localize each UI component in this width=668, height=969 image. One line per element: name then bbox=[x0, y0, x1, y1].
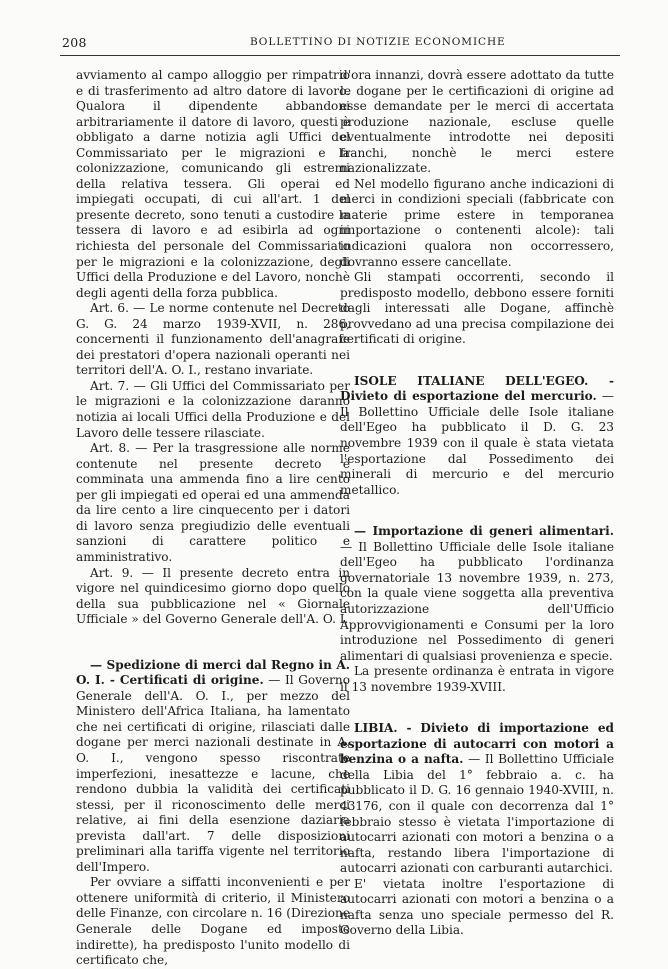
article-9: Art. 9. — Il presente decreto entra in vigore nel quindicesimo giorno dopo quello della sua pubblicazione nel « Giornale Ufficiale » del Governo Generale dell'A. O. I. bbox=[76, 565, 350, 627]
section-spedizione-merci bbox=[76, 658, 350, 876]
page-header bbox=[60, 35, 620, 56]
paragraph-continued-right: d'ora innanzi, dovrà essere adottato da tutte le dogane per le certificazioni di origine ad esse demandate per le merci di accertata produzione nazionale, escluse quelle eventualmente introdotte nei depositi franchi, nonchè le merci estere nazionalizzate. bbox=[340, 68, 614, 176]
section-body-libia: — Il Bollettino Ufficiale della Libia del 1° febbraio a. c. ha pubblicato il D. G. 16 gennaio 1940-XVIII, n. 43176, con il quale con decorrenza dal 1° febbraio stesso è vietata l'importazione di autocarri azionati con motori a benzina o a nafta, restando libera l'importazione di autocarri azionati con carburanti autarchici. bbox=[340, 752, 614, 876]
section-egeo-mercurio bbox=[340, 374, 614, 498]
section-body-egeo: — Il Bollettino Ufficiale delle Isole italiane dell'Egeo ha pubblicato il D. G. 23 novembre 1939 con il quale è stata vietata l'esportazione dal Possedimento dei minerali di mercurio e del mercurio metallico. bbox=[340, 389, 614, 497]
paragraph-modello: Nel modello figurano anche indicazioni di merci in condizioni speciali (fabbricate con materie prime estere in temporanea importazione o contenenti alcole): tali indicazioni qualora non occorressero, dovranno essere cancellate. bbox=[340, 176, 614, 269]
section-heading-egeo: ISOLE ITALIANE DELL'EGEO. - Divieto di esportazione del mercurio. bbox=[340, 373, 614, 404]
article-6: Art. 6. — Le norme contenute nel Decreto G. G. 24 marzo 1939-XVII, n. 286, concernenti il funzionamento dell'anagrafe dei prestatori d'opera nazionali operanti nei territori dell'A. O. I., restano invariate. bbox=[76, 301, 350, 378]
paragraph-continued: avviamento al campo alloggio per rimpatrio e di trasferimento ad altro datore di lavoro. Qualora il dipendente abbandoni arbitrariamente il datore di lavoro, questi è obbligato a darne notizia agli Uffici del Commissariato per le migrazioni e la colonizzazione, comunicando gli estremi della relativa tessera. Gli operai ed impiegati occupati, di cui all'art. 1 del presente decreto, sono tenuti a custodire la tessera di lavoro e ad esibirla ad ogni richiesta del personale del Commissariato per le migrazioni e la colonizzazione, degli Uffici della Produzione e del Lavoro, nonchè degli agenti della forza pubblica. bbox=[76, 68, 350, 300]
page-number: 208 bbox=[62, 35, 87, 50]
section-heading-spedizione: — Spedizione di merci dal Regno in A. O. I. - Certificati di origine. bbox=[76, 657, 350, 688]
section-generi-alimentari bbox=[340, 524, 614, 664]
section-heading-libia: LIBIA. - Divieto di importazione ed esportazione di autocarri con motori a benzina o a nafta. bbox=[340, 721, 614, 767]
section-body-alimentari: — Il Bollettino Ufficiale delle Isole italiane dell'Egeo ha pubblicato l'ordinanza governatoriale 13 novembre 1939, n. 273, con la quale viene soggetta alla preventiva autorizzazione dell'Ufficio Approvvigionamenti e Consumi per la loro introduzione nel Possedimento di generi alimentari di qualsiasi provenienza e specie. bbox=[340, 539, 614, 663]
paragraph-ordinanza: La presente ordinanza è entrata in vigore il 13 novembre 1939-XVIII. bbox=[340, 664, 614, 694]
running-title: BOLLETTINO DI NOTIZIE ECONOMICHE bbox=[250, 36, 506, 48]
paragraph-ovviare: Per ovviare a siffatti inconvenienti e per ottenere uniformità di criterio, il Ministero delle Finanze, con circolare n. 16 (Direzione Generale delle Dogane ed imposte indirette), ha predisposto l'unito modello di certificato che, bbox=[76, 875, 350, 968]
section-body-spedizione: — Il Governo Generale dell'A. O. I., per mezzo del Ministero dell'Africa Italiana, ha lamentato che nei certificati di origine, rilasciati dalle dogane per merci nazionali destinate in A. O. I., vengono spesso riscontrate imperfezioni, inesattezze e lacune, che rendono dubbia la validità dei certificati stessi, per il riconoscimento delle merci relative, ai fini della esenzione daziaria prevista dall'art. 7 delle disposizioni preliminari alla tariffa vigente nel territorio dell'Impero. bbox=[76, 673, 350, 874]
section-heading-alimentari: — Importazione di generi alimentari. bbox=[354, 524, 614, 539]
left-column bbox=[76, 68, 350, 969]
section-libia-autocarri bbox=[340, 721, 614, 876]
article-8: Art. 8. — Per la trasgressione alle norme contenute nel presente decreto è comminata una ammenda fino a lire cento per gli impiegati ed operai ed una ammenda da lire cento a lire cinquecento per i datori di lavoro senza pregiudizio delle eventuali sanzioni di carattere politico e amministrativo. bbox=[76, 441, 350, 564]
paragraph-stampati: Gli stampati occorrenti, secondo il predisposto modello, debbono essere forniti dagli interessati alle Dogane, affinchè provvedano ad una precisa compilazione dei certificati di origine. bbox=[340, 270, 614, 347]
right-column bbox=[340, 68, 614, 939]
paragraph-esportazione-autocarri: E' vietata inoltre l'esportazione di autocarri azionati con motori a benzina o a nafta senza uno speciale permesso del R. Governo della Libia. bbox=[340, 876, 614, 938]
article-7: Art. 7. — Gli Uffici del Commissariato per le migrazioni e la colonizzazione daranno notizia ai locali Uffici della Produzione e del Lavoro delle tessere rilasciate. bbox=[76, 378, 350, 440]
